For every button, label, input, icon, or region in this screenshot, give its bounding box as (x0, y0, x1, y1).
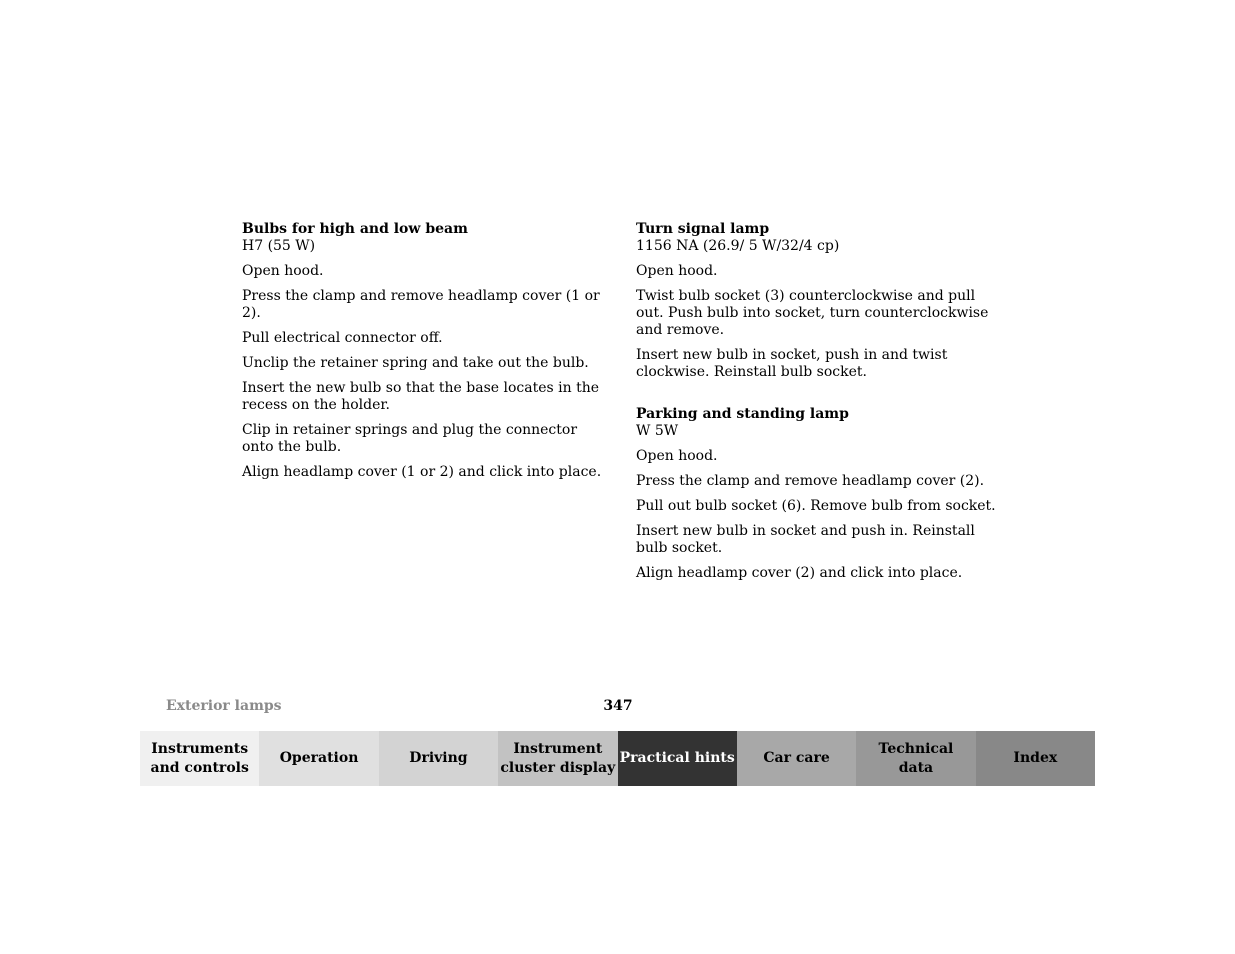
chapter-nav-bar (140, 731, 1095, 786)
instruction-step: Twist bulb socket (3) counterclockwise and pull out. Push bulb into socket, turn counterclockwise and remove. (636, 288, 989, 338)
high-low-beam-section (242, 221, 602, 481)
instruction-step: Open hood. (636, 263, 718, 279)
instruction-step: Insert new bulb in socket, push in and twist clockwise. Reinstall bulb socket. (636, 347, 948, 380)
nav-tab-technical-data[interactable]: Technical data (856, 731, 975, 786)
turn-signal-section (636, 221, 996, 381)
section-heading: Bulbs for high and low beam (242, 221, 468, 237)
parking-lamp-section (636, 406, 996, 582)
nav-tab-index[interactable]: Index (976, 731, 1095, 786)
instruction-step: Open hood. (242, 263, 324, 279)
instruction-step: Clip in retainer springs and plug the connector onto the bulb. (242, 422, 578, 455)
right-column (636, 221, 996, 607)
bulb-spec: 1156 NA (26.9/ 5 W/32/4 cp) (636, 238, 840, 254)
section-heading: Turn signal lamp (636, 221, 770, 237)
footer-section-title: Exterior lamps (166, 698, 282, 714)
instruction-step: Press the clamp and remove headlamp cover (1 or 2). (242, 288, 600, 321)
nav-tab-instrument-cluster-display[interactable]: Instrument cluster display (498, 731, 617, 786)
left-column (242, 221, 602, 506)
bulb-spec: W 5W (636, 423, 679, 439)
nav-tab-driving[interactable]: Driving (379, 731, 498, 786)
nav-tab-practical-hints[interactable]: Practical hints (618, 731, 737, 786)
instruction-step: Align headlamp cover (1 or 2) and click into place. (242, 464, 602, 480)
instruction-step: Pull electrical connector off. (242, 330, 443, 346)
bulb-spec: H7 (55 W) (242, 238, 316, 254)
section-heading: Parking and standing lamp (636, 406, 849, 422)
instruction-step: Insert new bulb in socket and push in. Reinstall bulb socket. (636, 523, 975, 556)
nav-tab-car-care[interactable]: Car care (737, 731, 856, 786)
instruction-step: Press the clamp and remove headlamp cover (2). (636, 473, 985, 489)
nav-tab-instruments-and-controls[interactable]: Instruments and controls (140, 731, 259, 786)
page-number: 347 (603, 698, 633, 714)
instruction-step: Insert the new bulb so that the base locates in the recess on the holder. (242, 380, 600, 413)
nav-tab-operation[interactable]: Operation (259, 731, 378, 786)
instruction-step: Open hood. (636, 448, 718, 464)
instruction-step: Unclip the retainer spring and take out the bulb. (242, 355, 589, 371)
instruction-step: Align headlamp cover (2) and click into place. (636, 565, 963, 581)
instruction-step: Pull out bulb socket (6). Remove bulb from socket. (636, 498, 996, 514)
